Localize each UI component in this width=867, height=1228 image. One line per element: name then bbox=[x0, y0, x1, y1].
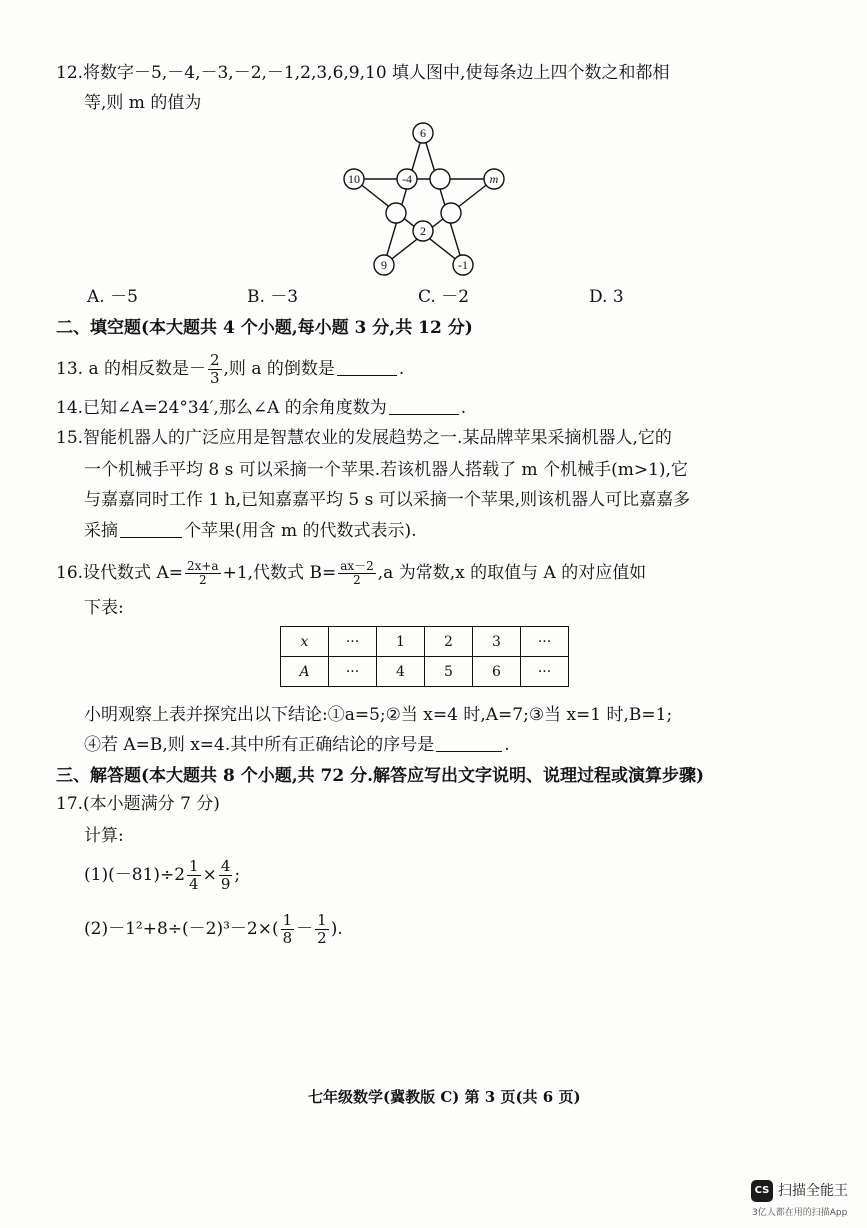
table-cell: ··· bbox=[329, 627, 377, 657]
q17-p1-end: ; bbox=[234, 865, 241, 885]
table-cell: 1 bbox=[377, 627, 425, 657]
table-row bbox=[281, 657, 569, 687]
node-mid-left bbox=[386, 203, 406, 223]
q14 bbox=[56, 398, 466, 418]
option-b: B. －3 bbox=[247, 287, 299, 307]
node-right-label: m bbox=[489, 172, 499, 186]
q17-p1-frac1-den: 4 bbox=[189, 875, 199, 893]
table-cell: ··· bbox=[521, 627, 569, 657]
q13-answer-blank[interactable] bbox=[337, 359, 397, 376]
q17-p2-frac1-num: 1 bbox=[282, 911, 293, 929]
q15-answer-blank[interactable] bbox=[120, 521, 182, 538]
option-d: D. 3 bbox=[589, 287, 624, 307]
node-bottom-left-label: 9 bbox=[381, 258, 387, 272]
node-left-label: 10 bbox=[348, 172, 360, 186]
q17-p1-frac1-num: 1 bbox=[189, 857, 199, 875]
q13-num: 2 bbox=[209, 351, 220, 369]
q16-a-den: 2 bbox=[198, 573, 207, 587]
q17-part1 bbox=[84, 858, 240, 893]
q16-answer-blank[interactable] bbox=[436, 735, 502, 752]
q16-b-num: ax－2 bbox=[340, 559, 374, 573]
option-c: C. －2 bbox=[418, 287, 470, 307]
q14-pre: 14.已知∠A=24°34′,那么∠A 的余角度数为 bbox=[56, 398, 387, 418]
q16-b-fraction bbox=[338, 560, 376, 587]
q17-p2-frac2 bbox=[315, 912, 329, 947]
q16-line2: 下表: bbox=[84, 598, 124, 618]
q17-p2-frac1 bbox=[281, 912, 295, 947]
q13-end: . bbox=[398, 359, 405, 379]
q14-end: . bbox=[460, 398, 467, 418]
q16-line4-end: . bbox=[504, 735, 510, 755]
watermark-subtitle: 3亿人都在用的扫描App bbox=[752, 1208, 848, 1218]
table-cell: 5 bbox=[425, 657, 473, 687]
q16-line4 bbox=[84, 735, 510, 755]
q16-p3: ,a 为常数,x 的取值与 A 的对应值如 bbox=[377, 563, 647, 583]
table-cell: 2 bbox=[425, 627, 473, 657]
q17-p1-times: × bbox=[202, 865, 217, 885]
q15-line2: 一个机械手平均 8 s 可以采摘一个苹果.若该机器人搭载了 m 个机械手(m>1),它 bbox=[84, 460, 688, 480]
table-cell: 3 bbox=[473, 627, 521, 657]
q17-p1-frac2 bbox=[219, 858, 233, 893]
q13-den: 3 bbox=[209, 369, 220, 387]
q13 bbox=[56, 352, 404, 387]
table-cell: 4 bbox=[377, 657, 425, 687]
q15-line4-post: 个苹果(用含 m 的代数式表示). bbox=[184, 521, 417, 541]
camscanner-logo-icon: CS bbox=[751, 1180, 773, 1202]
q16-p2: +1,代数式 B= bbox=[222, 563, 337, 583]
page-footer: 七年级数学(冀教版 C) 第 3 页(共 6 页) bbox=[308, 1088, 581, 1106]
q16-a-num: 2x+a bbox=[186, 559, 219, 573]
q16-line1 bbox=[56, 560, 646, 587]
table-row bbox=[281, 627, 569, 657]
q16-line4-pre: ④若 A=B,则 x=4.其中所有正确结论的序号是 bbox=[84, 735, 435, 755]
table-cell: 6 bbox=[473, 657, 521, 687]
q17-p2-end: ). bbox=[330, 919, 343, 939]
node-top-label: 6 bbox=[420, 126, 426, 140]
q17-p2-frac2-den: 2 bbox=[317, 929, 327, 947]
q12-line1: 12.将数字－5,－4,－3,－2,－1,2,3,6,9,10 填人图中,使每条边上四个数之和都相 bbox=[56, 63, 670, 83]
q15-line4 bbox=[84, 521, 417, 541]
node-inner-right bbox=[430, 169, 450, 189]
section-2-heading: 二、填空题(本大题共 4 个小题,每小题 3 分,共 12 分) bbox=[56, 318, 473, 338]
q17-p1-pre: (1)(－81)÷2 bbox=[84, 865, 186, 885]
node-mid-right bbox=[441, 203, 461, 223]
q17-p2-minus: － bbox=[296, 919, 314, 939]
watermark-name: 扫描全能王 bbox=[778, 1183, 848, 1199]
q16-b-den: 2 bbox=[353, 573, 361, 587]
table-cell: A bbox=[281, 657, 329, 687]
q17-p2-frac1-den: 8 bbox=[282, 929, 293, 947]
q15-line1: 15.智能机器人的广泛应用是智慧农业的发展趋势之一.某品牌苹果采摘机器人,它的 bbox=[56, 428, 672, 448]
q16-p1: 16.设代数式 A= bbox=[56, 563, 183, 583]
q15-line4-pre: 采摘 bbox=[84, 521, 118, 541]
q13-post: ,则 a 的倒数是 bbox=[223, 359, 335, 379]
q17-calc: 计算: bbox=[84, 826, 124, 846]
q15-line3: 与嘉嘉同时工作 1 h,已知嘉嘉平均 5 s 可以采摘一个苹果,则该机器人可比嘉嘉多 bbox=[84, 490, 691, 510]
node-bottom-right-label: -1 bbox=[458, 258, 468, 272]
table-cell: x bbox=[281, 627, 329, 657]
q17-p2-pre: (2)－1²+8÷(－2)³－2×( bbox=[84, 919, 279, 939]
q17-part2 bbox=[84, 912, 343, 947]
q12-line2: 等,则 m 的值为 bbox=[84, 93, 202, 113]
q17-title: 17.(本小题满分 7 分) bbox=[56, 794, 220, 814]
option-a: A. －5 bbox=[87, 287, 138, 307]
table-cell: ··· bbox=[329, 657, 377, 687]
q16-line3: 小明观察上表并探究出以下结论:①a=5;②当 x=4 时,A=7;③当 x=1 时,B=1; bbox=[84, 705, 673, 725]
q14-answer-blank[interactable] bbox=[389, 398, 459, 415]
value-table bbox=[280, 626, 569, 687]
section-3-heading: 三、解答题(本大题共 8 个小题,共 72 分.解答应写出文字说明、说理过程或演算步骤) bbox=[56, 766, 705, 786]
q17-p2-frac2-num: 1 bbox=[317, 911, 327, 929]
q17-p1-frac1 bbox=[187, 858, 201, 893]
q13-fraction bbox=[208, 352, 222, 387]
q17-p1-frac2-den: 9 bbox=[220, 875, 231, 893]
q17-p1-frac2-num: 4 bbox=[220, 857, 231, 875]
table-cell: ··· bbox=[521, 657, 569, 687]
node-inner-left-label: -4 bbox=[402, 172, 412, 186]
q16-a-fraction bbox=[185, 560, 221, 587]
star-diagram bbox=[330, 118, 530, 283]
q13-pre: 13. a 的相反数是－ bbox=[56, 359, 206, 379]
node-center-label: 2 bbox=[420, 224, 426, 238]
